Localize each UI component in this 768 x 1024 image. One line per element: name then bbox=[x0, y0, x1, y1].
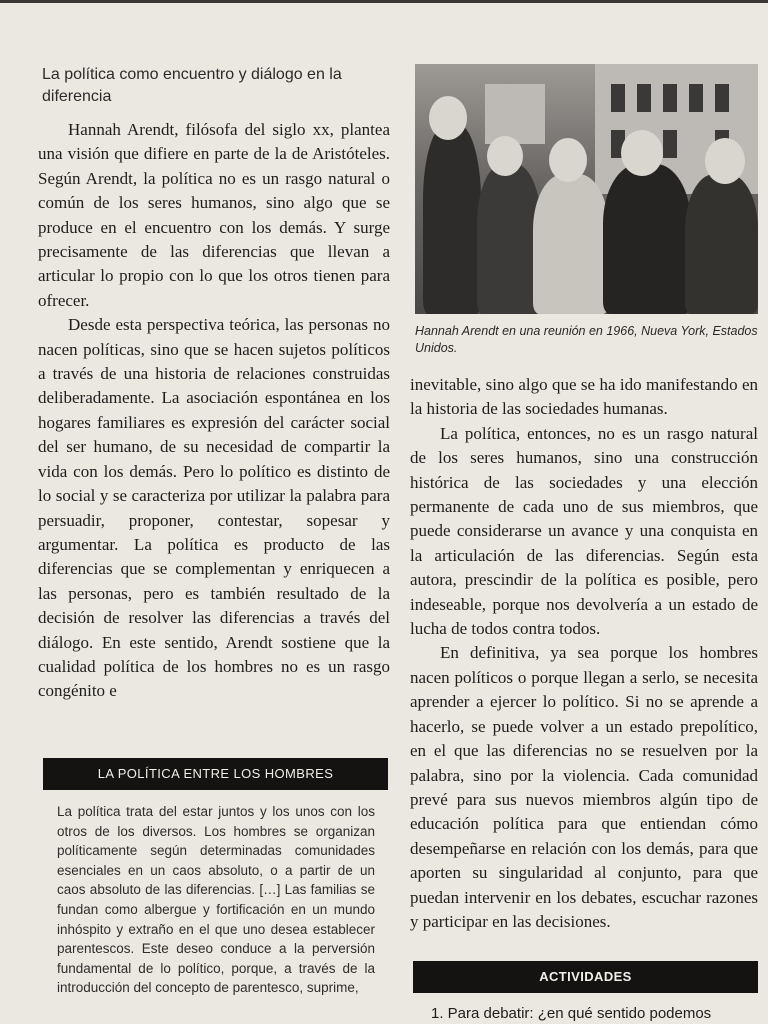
paragraph-perspective: Desde esta perspectiva teórica, las personas no nacen políticas, sino que se hacen sujetos políticos a través de una historia de relaciones construidas deliberadamente. La asociación espontánea en los hogares familiares es expresión del carácter social del ser humano, de su necesidad de compartir la vida con los demás. Pero lo político es distinto de lo social y se caracteriza por utilizar la palabra para persuadir, proponer, contestar, sopesar y argumentar. La política es producto de las diferencias que se complementan y enriquecen a las personas, pero es también resultado de la decisión de resolver las diferencias a través del diálogo. En este sentido, Arendt sostiene que la cualidad política de los hombres no es un rasgo congénito e bbox=[38, 315, 390, 701]
arendt-photo bbox=[415, 64, 758, 314]
quote-box bbox=[43, 758, 388, 998]
photo-caption: Hannah Arendt en una reunión en 1966, Nueva York, Estados Unidos. bbox=[415, 324, 758, 355]
paragraph-continuation: inevitable, sino algo que se ha ido manifestando en la historia de las sociedades humanas. bbox=[410, 375, 758, 419]
paragraph-political-education: En definitiva, ya sea porque los hombres nacen políticos o porque llegan a serlo, se necesita aprender a ejercer lo político. Si no se aprende a hacerlo, se puede volver a un estado prepolítico, en el que las diferencias no se resuelven por la palabra, sino por la violencia. Cada comunidad prevé para sus nuevos miembros algún tipo de educación política para que entiendan cómo desempeñarse en relación con los demás, para que aporten su singularidad al conjunto, para que puedan intervenir en los debates, escuchar razones y participar en las decisiones. bbox=[410, 643, 758, 931]
activity-item-1: 1. Para debatir: ¿en qué sentido podemos bbox=[431, 1005, 712, 1022]
left-column bbox=[38, 64, 390, 704]
paragraph-politics-construction: La política, entonces, no es un rasgo natural de los seres humanos, sino una construcción histórica de las sociedades y una elección permanente de cada uno de sus miembros, que puede considerarse un avance y una conquista en la articulación de las diferencias. Según esta autora, prescindir de la política es posible, pero indeseable, porque nos devolvería a un estado de lucha de todos contra todos. bbox=[410, 423, 758, 639]
right-column bbox=[410, 64, 758, 934]
activities-box bbox=[413, 961, 758, 1022]
quote-box-text: La política trata del estar juntos y los unos con los otros de los diversos. Los hombres se organizan políticamente según determinadas comunidades esenciales en un caos absoluto, o a partir de un caos absoluto de las diferencias. […] Las familias se fundan como albergue y fortificación en un mundo inhóspito y extraño en el que uno desea establecer parentescos. Este deseo conduce a la perversión fundamental de lo político, porque, a través de la introducción del concepto de parentesco, suprime, bbox=[57, 804, 375, 996]
activities-title: ACTIVIDADES bbox=[413, 961, 758, 993]
top-rule bbox=[0, 0, 768, 3]
section-subtitle: La política como encuentro y diálogo en la diferencia bbox=[42, 66, 342, 105]
paragraph-arendt-intro: Hannah Arendt, filósofa del siglo xx, plantea una visión que difiere en parte de la de Aristóteles. Según Arendt, la política no es un rasgo natural o común de los seres humanos, sino algo que se produce en el encuentro con los demás. Y surge precisamente de las diferencias que llevan a articular lo propio con lo que los otros tienen para ofrecer. bbox=[38, 120, 390, 310]
quote-box-title: LA POLÍTICA ENTRE LOS HOMBRES bbox=[43, 758, 388, 790]
